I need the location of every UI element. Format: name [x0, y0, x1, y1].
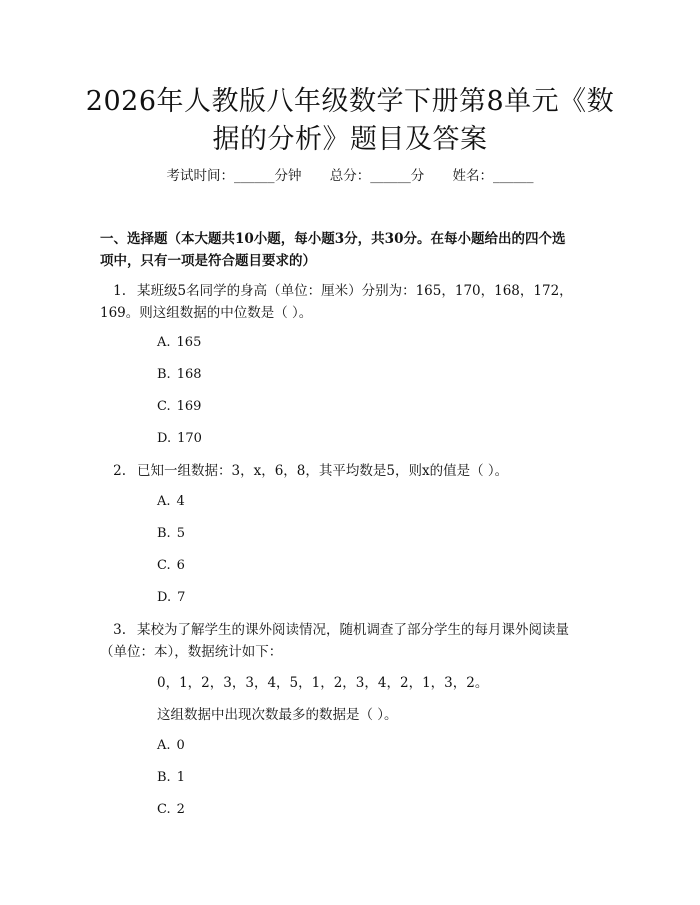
question-3-stem-continued: （单位：本），数据统计如下：: [100, 644, 283, 660]
option-letter: D.: [157, 590, 172, 605]
option-text: 5: [176, 526, 185, 541]
question-2-option-a: [157, 492, 185, 512]
question-1-stem-continued: 169。则这组数据的中位数是（ ）。: [100, 305, 313, 321]
question-2-option-d: [157, 588, 185, 608]
option-text: 4: [176, 494, 185, 509]
section-heading-line-2: 项中，只有一项是符合题目要求的）: [100, 253, 316, 269]
option-text: 168: [176, 367, 202, 382]
student-name-field: 姓名：______: [452, 168, 534, 184]
option-letter: C.: [157, 802, 171, 817]
option-text: 2: [176, 802, 185, 817]
question-3-option-a: [157, 736, 185, 756]
question-2-option-c: [157, 556, 185, 576]
total-score-field: 总分：______分: [329, 168, 425, 184]
option-letter: A.: [157, 335, 171, 350]
exam-meta-row: [0, 166, 700, 186]
option-text: 170: [177, 431, 202, 446]
question-3-data-list: 0，1，2，3，3，4，5，1，2，3，4，2，1，3，2。: [157, 675, 489, 691]
option-letter: A.: [157, 738, 171, 753]
option-letter: A.: [157, 494, 171, 509]
question-2-stem: [100, 461, 508, 481]
question-3-stem: [100, 620, 569, 640]
question-1-option-a: [157, 333, 201, 353]
question-1-stem: [100, 281, 573, 301]
question-3-option-c: [157, 800, 185, 820]
section-heading-line-1: 一、选择题（本大题共10小题，每小题3分，共30分。在每小题给出的四个选: [100, 231, 566, 247]
question-1-option-b: [157, 365, 202, 385]
document-title-line-2: 据的分析》题目及答案: [212, 124, 488, 155]
option-letter: B.: [157, 770, 171, 785]
option-text: 6: [176, 558, 185, 573]
option-letter: C.: [157, 558, 171, 573]
question-1-option-d: [157, 429, 202, 449]
exam-time-field: 考试时间：______分钟: [166, 168, 302, 184]
question-number: 2.: [113, 463, 126, 479]
option-text: 0: [176, 738, 185, 753]
document-title-line-1: 2026年人教版八年级数学下册第8单元《数: [85, 86, 615, 117]
option-letter: B.: [157, 526, 171, 541]
question-text: 已知一组数据：3，x，6，8，其平均数是5，则x的值是（ ）。: [137, 463, 509, 479]
option-text: 1: [176, 770, 185, 785]
question-number: 3.: [113, 622, 126, 638]
question-1-option-c: [157, 397, 201, 417]
question-text: 某校为了解学生的课外阅读情况，随机调查了部分学生的每月课外阅读量: [137, 622, 569, 638]
option-text: 7: [177, 590, 186, 605]
option-letter: C.: [157, 399, 171, 414]
option-letter: D.: [157, 431, 172, 446]
option-text: 165: [176, 335, 202, 350]
question-3-prompt: 这组数据中出现次数最多的数据是（ ）。: [157, 707, 398, 723]
question-number: 1.: [113, 283, 126, 299]
question-text: 某班级5名同学的身高（单位：厘米）分别为：165，170，168，172，: [137, 283, 573, 299]
question-3-option-b: [157, 768, 185, 788]
option-text: 169: [176, 399, 202, 414]
question-2-option-b: [157, 524, 185, 544]
option-letter: B.: [157, 367, 171, 382]
